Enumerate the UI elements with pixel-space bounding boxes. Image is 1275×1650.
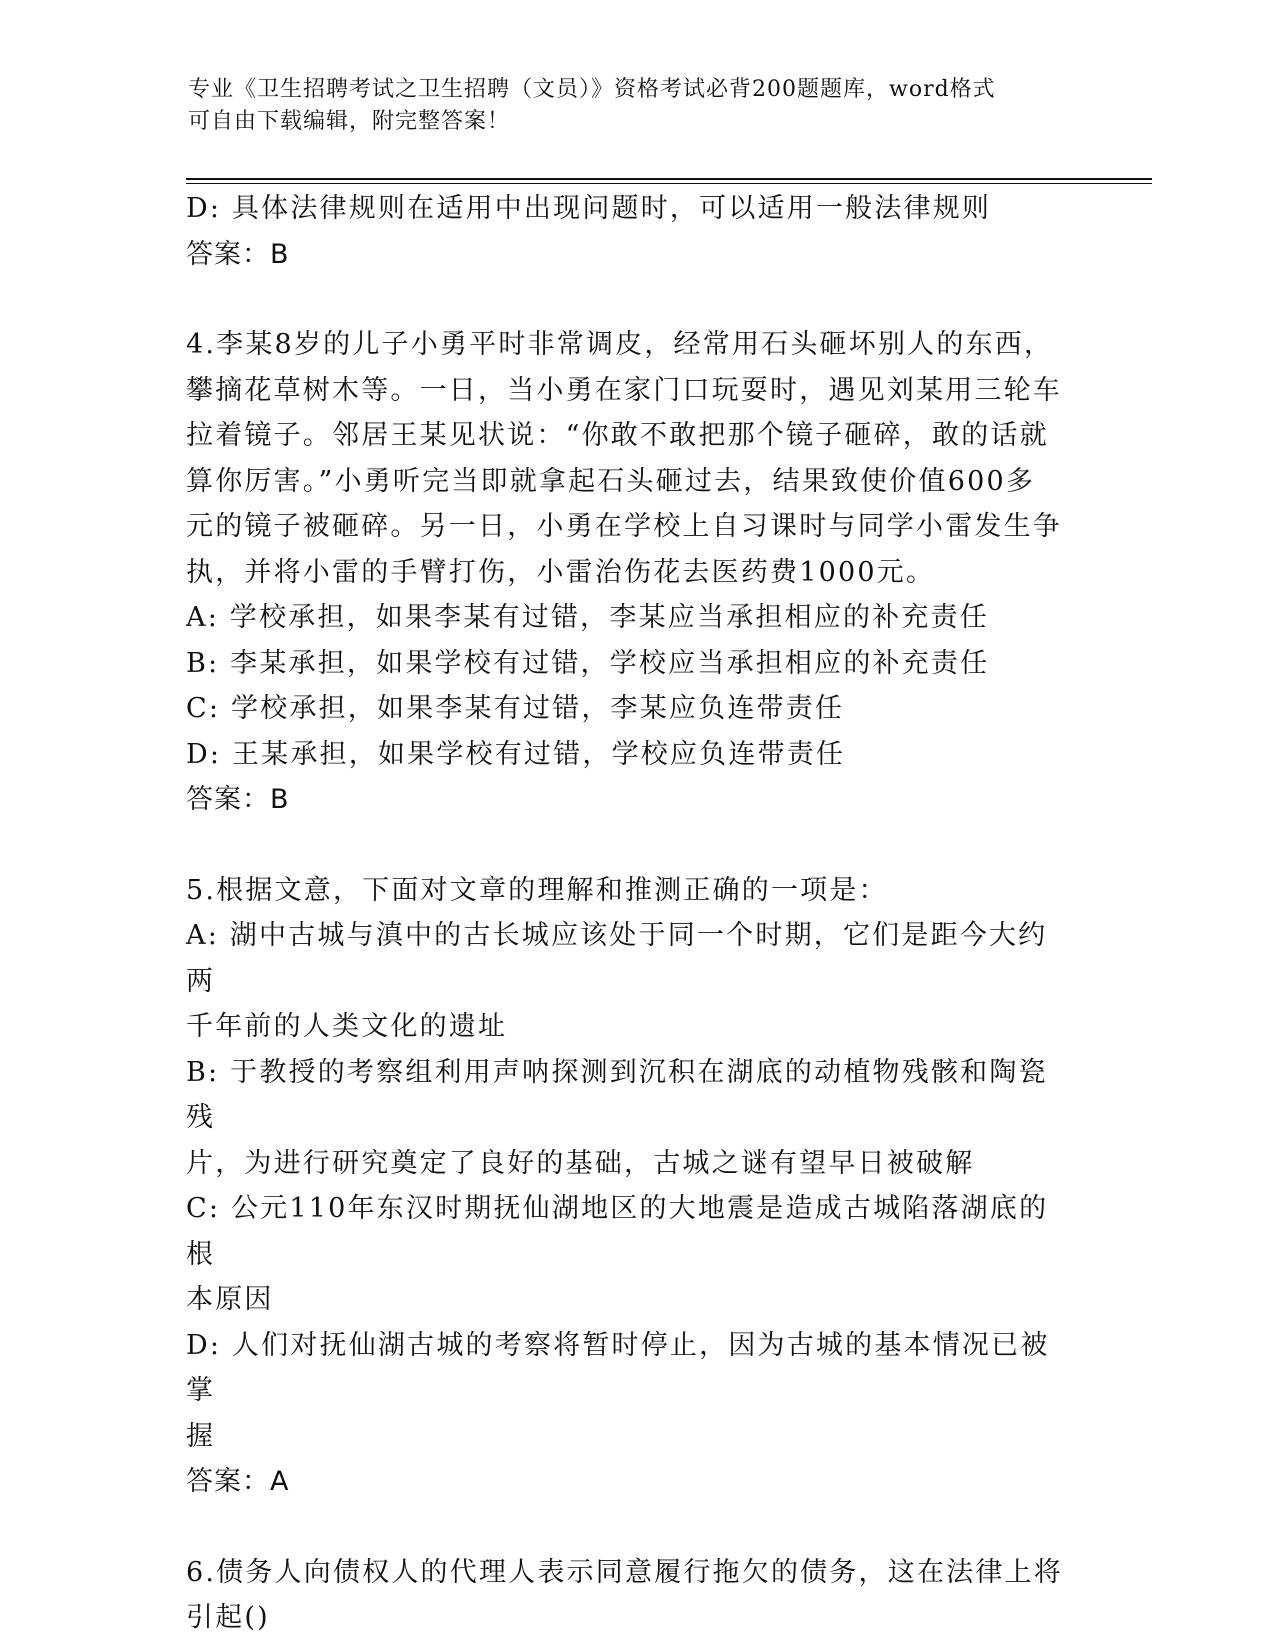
- page-header: [188, 74, 1068, 138]
- question-5: [186, 868, 1076, 1505]
- spacer: [186, 277, 1076, 322]
- answer: 答案：B: [186, 238, 290, 270]
- option-d: D: 王某承担，如果学校有过错，学校应负连带责任: [186, 738, 846, 770]
- option-c: C: 学校承担，如果李某有过错，李某应负连带责任: [186, 693, 845, 724]
- answer: 答案：B: [186, 784, 290, 815]
- question-3-tail: [186, 186, 1076, 277]
- question-6: [186, 1550, 1076, 1641]
- question-stem-line: 算你厉害。”小勇听完当即就拿起石头砸过去，结果致使价值600多: [186, 465, 1036, 497]
- option-c: C: 公元110年东汉时期抚仙湖地区的大地震是造成古城陷落湖底的根: [186, 1193, 1049, 1270]
- header-divider-thin: [186, 183, 1152, 184]
- option-a-continued: 千年前的人类文化的遗址: [186, 1011, 508, 1042]
- option-c-continued: 本原因: [186, 1284, 274, 1315]
- option-b: B: 于教授的考察组利用声呐探测到沉积在湖底的动植物残骸和陶瓷残: [186, 1056, 1048, 1133]
- question-stem-line: 6.债务人向债权人的代理人表示同意履行拖欠的债务，这在法律上将: [186, 1556, 1063, 1588]
- question-4: [186, 322, 1076, 823]
- option-b: B: 李某承担，如果学校有过错，学校应当承担相应的补充责任: [186, 647, 990, 679]
- question-stem-line: 5.根据文意，下面对文章的理解和推测正确的一项是：: [186, 874, 888, 906]
- header-line: 可自由下载编辑，附完整答案！: [188, 109, 511, 134]
- spacer: [186, 1505, 1076, 1550]
- option-d-continued: 握: [186, 1420, 216, 1452]
- header-line: 专业《卫生招聘考试之卫生招聘（文员）》资格考试必背200题题库，word格式: [188, 77, 996, 102]
- question-stem-line: 执，并将小雷的手臂打伤，小雷治伤花去医药费1000元。: [186, 556, 936, 588]
- option-a: A: 湖中古城与滇中的古长城应该处于同一个时期，它们是距今大约两: [186, 920, 1048, 997]
- option-a: A: 学校承担，如果李某有过错，李某应当承担相应的补充责任: [186, 602, 989, 633]
- header-divider: [186, 178, 1152, 180]
- answer: 答案：A: [186, 1466, 290, 1497]
- option-d: D: 具体法律规则在适用中出现问题时，可以适用一般法律规则: [186, 193, 992, 224]
- option-b-continued: 片，为进行研究奠定了良好的基础，古城之谜有望早日被破解: [186, 1147, 975, 1179]
- question-stem-line: 元的镜子被砸碎。另一日，小勇在学校上自习课时与同学小雷发生争: [186, 511, 1062, 542]
- question-stem-line: 引起(): [186, 1602, 270, 1633]
- question-stem-line: 4.李某8岁的儿子小勇平时非常调皮，经常用石头砸坏别人的东西，: [186, 329, 1054, 360]
- question-stem-line: 拉着镜子。邻居王某见状说：“你敢不敢把那个镜子砸碎，敢的话就: [186, 420, 1049, 451]
- spacer: [186, 823, 1076, 868]
- option-d: D: 人们对抚仙湖古城的考察将暂时停止，因为古城的基本情况已被掌: [186, 1329, 1050, 1406]
- question-content: [186, 186, 1076, 1641]
- question-stem-line: 攀摘花草树木等。一日，当小勇在家门口玩耍时，遇见刘某用三轮车: [186, 374, 1062, 406]
